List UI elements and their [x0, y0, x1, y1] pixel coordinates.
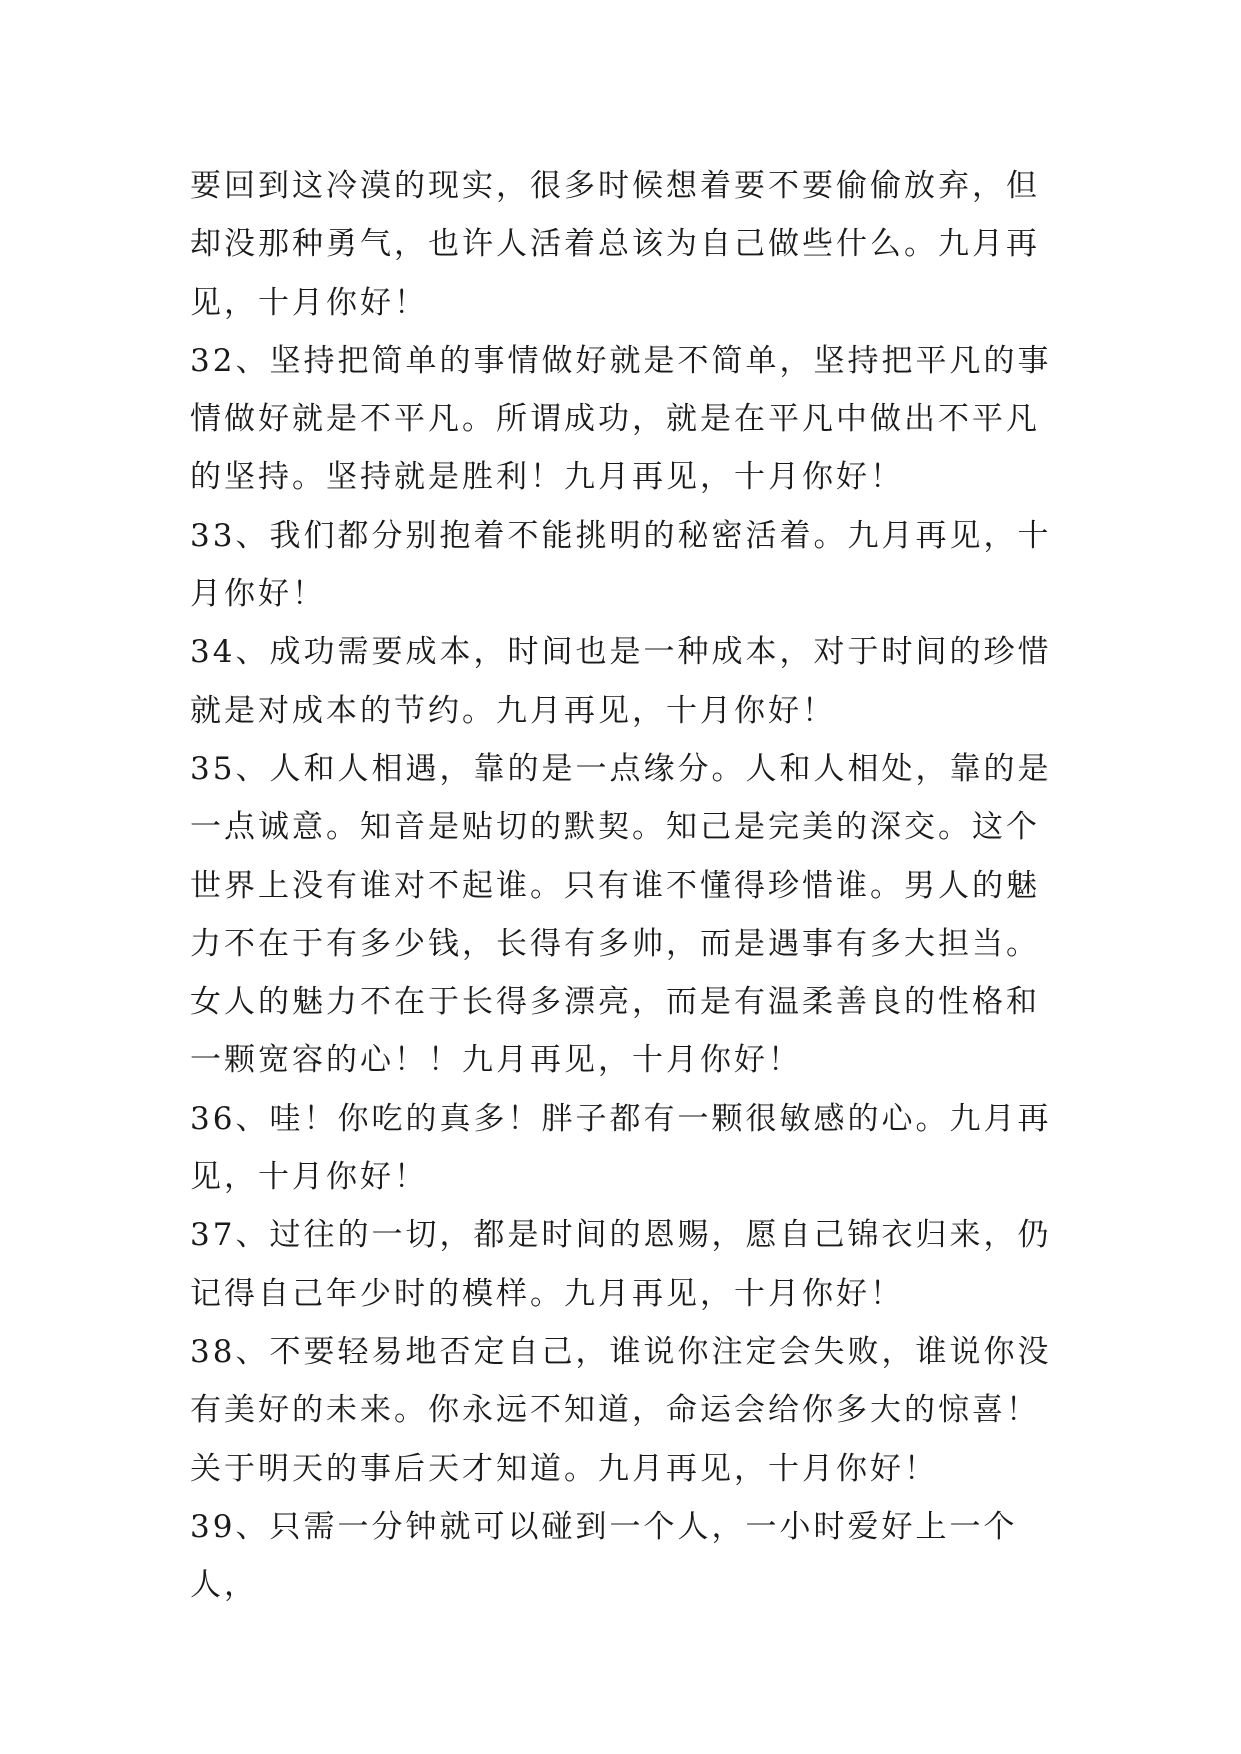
paragraph-34: 34、成功需要成本，时间也是一种成本，对于时间的珍惜就是对成本的节约。九月再见，十月你好！ — [190, 634, 1052, 729]
paragraph-38: 38、不要轻易地否定自己，谁说你注定会失败，谁说你没有美好的未来。你永远不知道，命运会给你多大的惊喜！关于明天的事后天才知道。九月再见，十月你好！ — [190, 1333, 1052, 1487]
document-body — [190, 157, 1070, 1614]
paragraph-35: 35、人和人相遇，靠的是一点缘分。人和人相处，靠的是一点诚意。知音是贴切的默契。知己是完美的深交。这个世界上没有谁对不起谁。只有谁不懂得珍惜谁。男人的魅力不在于有多少钱，长得有多帅，而是遇事有多大担当。女人的魅力不在于长得多漂亮，而是有温柔善良的性格和一颗宽容的心！！九月再见，十月你好！ — [190, 750, 1052, 1079]
paragraph-39: 39、只需一分钟就可以碰到一个人，一小时爱好上一个人， — [190, 1508, 1018, 1604]
paragraph-37: 37、过往的一切，都是时间的恩赐，愿自己锦衣归来，仍记得自己年少时的模样。九月再见，十月你好！ — [190, 1217, 1052, 1312]
paragraph-continuation: 要回到这冷漠的现实，很多时候想着要不要偷偷放弃，但却没那种勇气，也许人活着总该为自己做些什么。九月再见，十月你好！ — [190, 168, 1040, 321]
paragraph-36: 36、哇！你吃的真多！胖子都有一颗很敏感的心。九月再见，十月你好！ — [190, 1100, 1052, 1196]
paragraph-33: 33、我们都分别抱着不能挑明的秘密活着。九月再见，十月你好！ — [190, 517, 1052, 613]
paragraph-32: 32、坚持把简单的事情做好就是不简单，坚持把平凡的事情做好就是不平凡。所谓成功，就是在平凡中做出不平凡的坚持。坚持就是胜利！九月再见，十月你好！ — [190, 342, 1052, 496]
